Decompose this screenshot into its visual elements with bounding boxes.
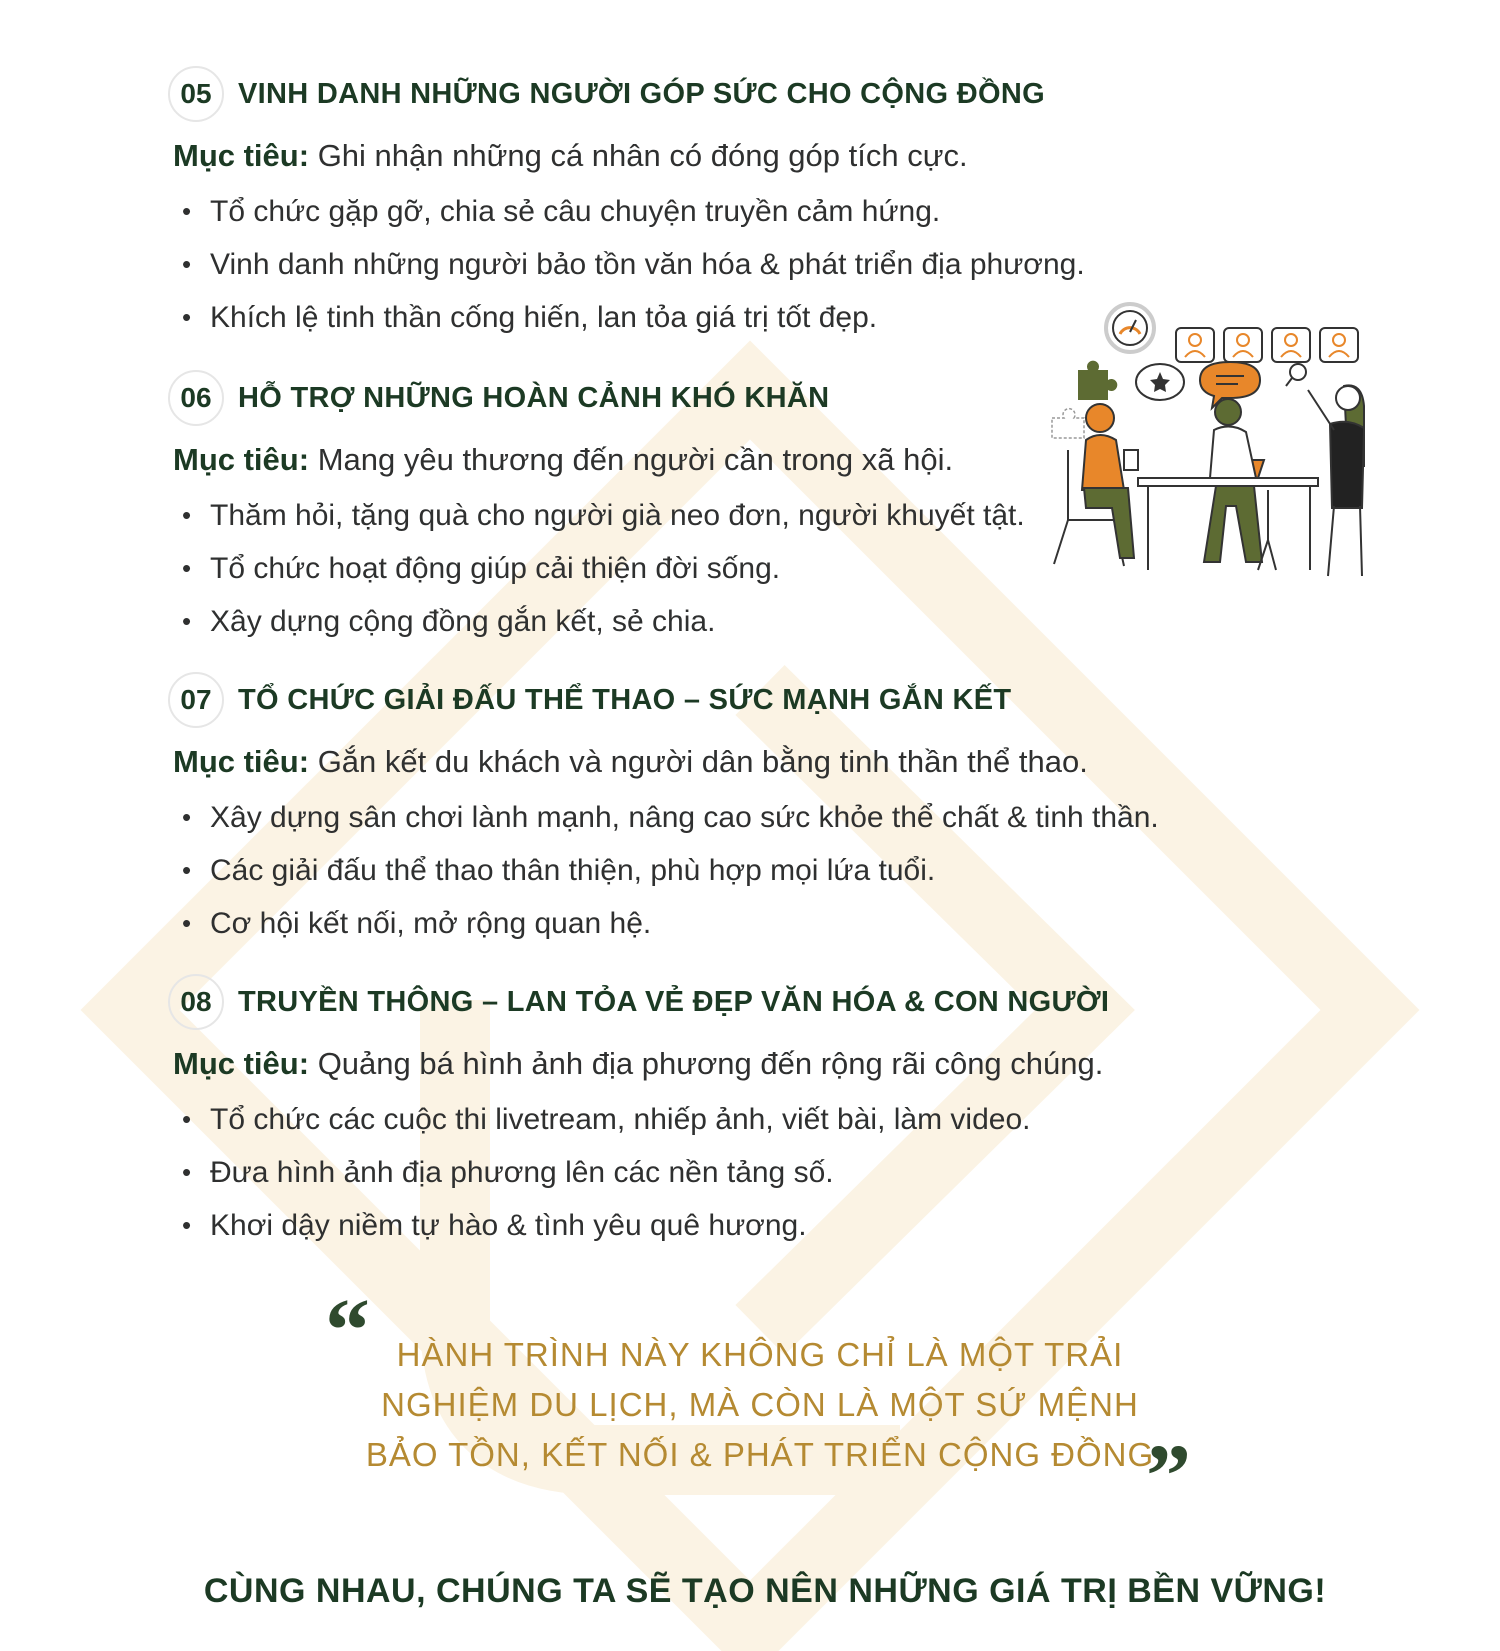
bullet-item: • Xây dựng sân chơi lành mạnh, nâng cao sức khỏe thể chất & tinh thần. xyxy=(180,791,1368,844)
gauge-icon xyxy=(1106,304,1154,352)
section-title: HỖ TRỢ NHỮNG HOÀN CẢNH KHÓ KHĂN xyxy=(238,381,830,414)
section-title: TỔ CHỨC GIẢI ĐẤU THỂ THAO – SỨC MẠNH GẮN KẾT xyxy=(238,683,1012,716)
section-header xyxy=(168,670,1368,730)
woman-sitting-figure xyxy=(1054,404,1138,566)
profile-frames-icon xyxy=(1176,328,1358,362)
team-meeting-illustration xyxy=(1048,300,1396,610)
quote-line: HÀNH TRÌNH NÀY KHÔNG CHỈ LÀ MỘT TRẢI xyxy=(396,1336,1124,1373)
bullet-item: • Tổ chức gặp gỡ, chia sẻ câu chuyện truyền cảm hứng. xyxy=(180,185,1368,238)
section-header xyxy=(168,64,1368,124)
section-number-badge: 06 xyxy=(168,370,224,426)
section-goal xyxy=(173,133,1368,179)
closing-statement: CÙNG NHAU, CHÚNG TA SẼ TẠO NÊN NHỮNG GIÁ TRỊ BỀN VỮNG! xyxy=(203,1572,1327,1610)
section-07 xyxy=(168,670,1368,950)
goal-label: Mục tiêu: xyxy=(173,138,310,173)
quote-line: NGHIỆM DU LỊCH, MÀ CÒN LÀ MỘT SỨ MỆNH xyxy=(381,1386,1139,1423)
goal-label: Mục tiêu: xyxy=(173,744,310,779)
star-bubble-icon xyxy=(1136,364,1184,400)
section-goal xyxy=(173,739,1368,785)
goal-label: Mục tiêu: xyxy=(173,1046,310,1081)
goal-text: Mang yêu thương đến người cần trong xã hội. xyxy=(317,442,954,477)
goal-text: Quảng bá hình ảnh địa phương đến rộng rãi công chúng. xyxy=(317,1046,1104,1081)
bullet-item: • Xây dựng cộng đồng gắn kết, sẻ chia. xyxy=(180,595,1368,648)
open-quote-mark: “ xyxy=(325,1281,370,1380)
quote-line: BẢO TỒN, KẾT NỐI & PHÁT TRIỂN CỘNG ĐỒNG xyxy=(365,1436,1155,1473)
section-title: TRUYỀN THÔNG – LAN TỎA VẺ ĐẸP VĂN HÓA & CON NGƯỜI xyxy=(238,985,1110,1018)
section-title: VINH DANH NHỮNG NGƯỜI GÓP SỨC CHO CỘNG ĐỒNG xyxy=(238,77,1045,110)
goal-text: Gắn kết du khách và người dân bằng tinh thần thể thao. xyxy=(317,744,1088,779)
section-goal xyxy=(173,1041,1368,1087)
goal-label: Mục tiêu: xyxy=(173,442,310,477)
section-number-badge: 05 xyxy=(168,66,224,122)
quote-block xyxy=(320,1281,1200,1526)
bullet-item: • Đưa hình ảnh địa phương lên các nền tảng số. xyxy=(180,1146,1368,1199)
bullet-item: • Các giải đấu thể thao thân thiện, phù hợp mọi lứa tuổi. xyxy=(180,844,1368,897)
bullet-item: • Cơ hội kết nối, mở rộng quan hệ. xyxy=(180,897,1368,950)
goal-text: Ghi nhận những cá nhân có đóng góp tích cực. xyxy=(317,138,968,173)
bullet-item: • Tổ chức các cuộc thi livetream, nhiếp ảnh, viết bài, làm video. xyxy=(180,1093,1368,1146)
bullet-list xyxy=(180,791,1368,950)
bullet-list xyxy=(180,1093,1368,1252)
section-number-badge: 07 xyxy=(168,672,224,728)
bullet-item: • Vinh danh những người bảo tồn văn hóa & phát triển địa phương. xyxy=(180,238,1368,291)
section-08 xyxy=(168,972,1368,1252)
magnifier-icon xyxy=(1286,364,1306,386)
close-quote-mark: ” xyxy=(1146,1427,1191,1526)
bullet-item: • Khích lệ tinh thần cống hiến, lan tỏa giá trị tốt đẹp. xyxy=(180,291,1368,344)
quote-text xyxy=(320,1330,1200,1480)
bullet-item: • Tổ chức hoạt động giúp cải thiện đời sống. xyxy=(180,542,1368,595)
section-header xyxy=(168,972,1368,1032)
bullet-item: • Thăm hỏi, tặng quà cho người già neo đơn, người khuyết tật. xyxy=(180,489,1368,542)
section-number-badge: 08 xyxy=(168,974,224,1030)
bullet-item: • Khơi dậy niềm tự hào & tình yêu quê hương. xyxy=(180,1199,1368,1252)
